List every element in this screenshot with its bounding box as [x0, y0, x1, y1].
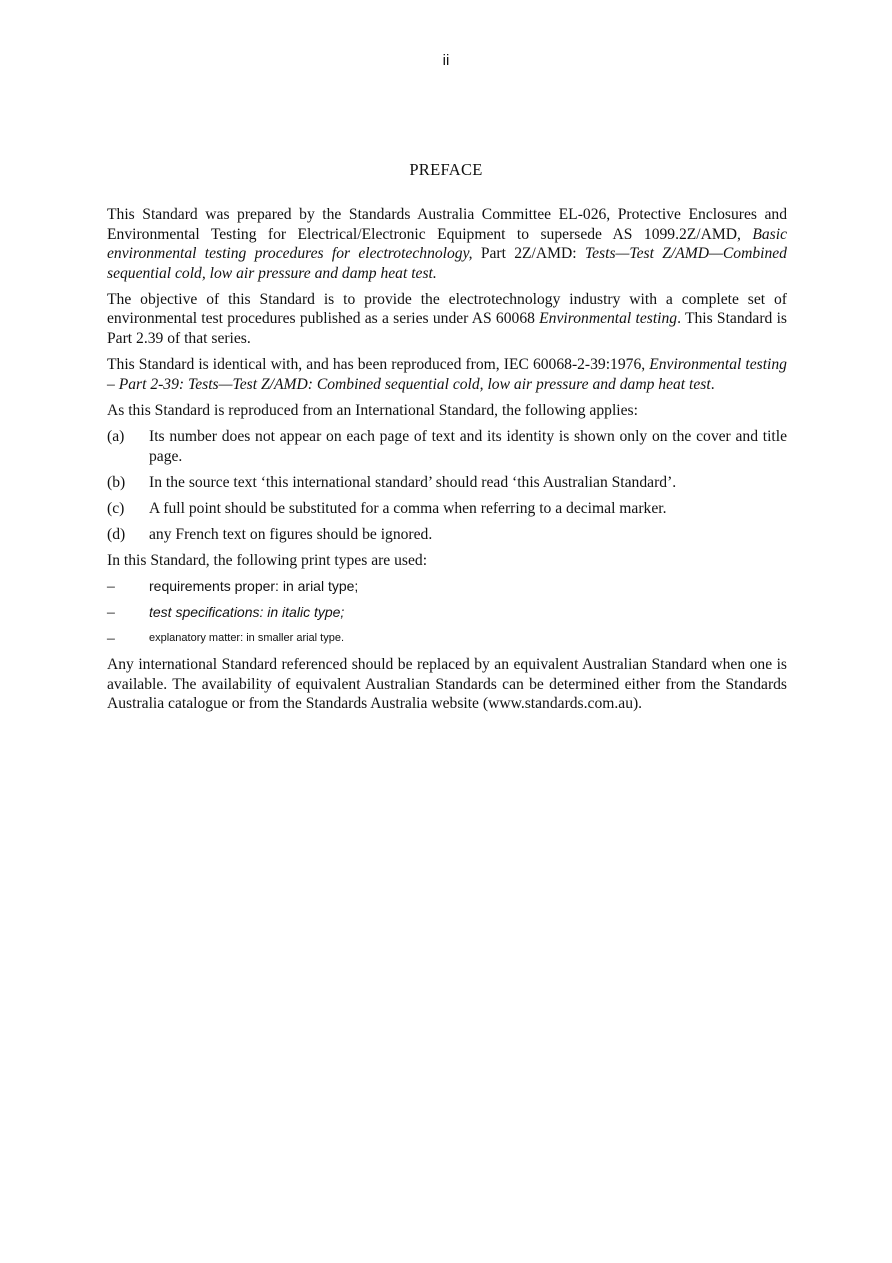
paragraph-text: This Standard is identical with, and has been reproduced from, IEC 60068-2-39:1976, — [107, 356, 650, 374]
paragraph-text: . This Standard is Part 2.39 of that series. — [107, 310, 787, 348]
paragraph-text: This Standard was prepared by the Standards Australia Committee EL-026, Protective Enclosures and Environmental Testing for Electrical/Electronic Equipment to supersede AS 1099.2Z/AMD, — [107, 206, 787, 243]
dash-marker: – — [107, 578, 115, 595]
print-type-item — [107, 629, 787, 649]
paragraph-identical — [107, 355, 787, 394]
paragraph-references: Any international Standard referenced should be replaced by an equivalent Australian Standard when one is available. The availability of equivalent Australian Standards can be determined either from the Standards Australia catalogue or from the Standards Australia website (www.standards.com.au). — [107, 656, 787, 713]
list-item-text: any French text on figures should be ignored. — [149, 525, 433, 543]
list-item-label: (c) — [107, 499, 125, 517]
print-type-text: requirements proper: in arial type; — [149, 578, 359, 594]
list-item — [107, 473, 787, 493]
dash-marker: – — [107, 604, 115, 622]
list-item — [107, 499, 787, 519]
paragraph-objective — [107, 290, 787, 349]
page-number: ii — [442, 52, 450, 69]
italic-title: Environmental testing – Part 2-39: Tests—Test Z/AMD: Combined sequential cold, low air pressure and damp heat test — [107, 356, 787, 393]
paragraph-print-types: In this Standard, the following print types are used: — [107, 551, 428, 569]
list-item-label: (d) — [107, 525, 126, 543]
dash-marker: – — [107, 630, 115, 648]
paragraph-text: . — [710, 375, 715, 393]
print-type-text: test specifications: in italic type; — [149, 604, 345, 621]
page-title: PREFACE — [409, 160, 483, 179]
preface-body — [107, 205, 787, 721]
print-type-text: explanatory matter: in smaller arial type. — [149, 632, 345, 645]
list-item — [107, 427, 787, 466]
print-type-item — [107, 603, 787, 623]
list-item-label: (b) — [107, 473, 126, 491]
list-item-label: (a) — [107, 427, 125, 445]
paragraph-text: The objective of this Standard is to provide the electrotechnology industry with a complete set of environmental test procedures published as a series under AS 60068 — [107, 290, 787, 328]
paragraph-applies: As this Standard is reproduced from an International Standard, the following applies: — [107, 401, 638, 419]
print-type-item — [107, 577, 787, 597]
paragraph-text: Part 2Z/AMD: — [472, 245, 585, 263]
list-item-text: In the source text ‘this international standard’ should read ‘this Australian Standard’. — [149, 473, 677, 491]
list-item — [107, 525, 787, 545]
list-item-text: Its number does not appear on each page of text and its identity is shown only on the cover and title page. — [149, 427, 787, 465]
list-item-text: A full point should be substituted for a comma when referring to a decimal marker. — [149, 499, 667, 517]
italic-title: Basic environmental testing procedures for electrotechnology, — [107, 225, 787, 263]
paragraph-committee — [107, 205, 787, 283]
italic-title: Environmental testing — [539, 310, 678, 328]
italic-title: Tests—Test Z/AMD—Combined sequential cold, low air pressure and damp heat test. — [107, 245, 787, 282]
